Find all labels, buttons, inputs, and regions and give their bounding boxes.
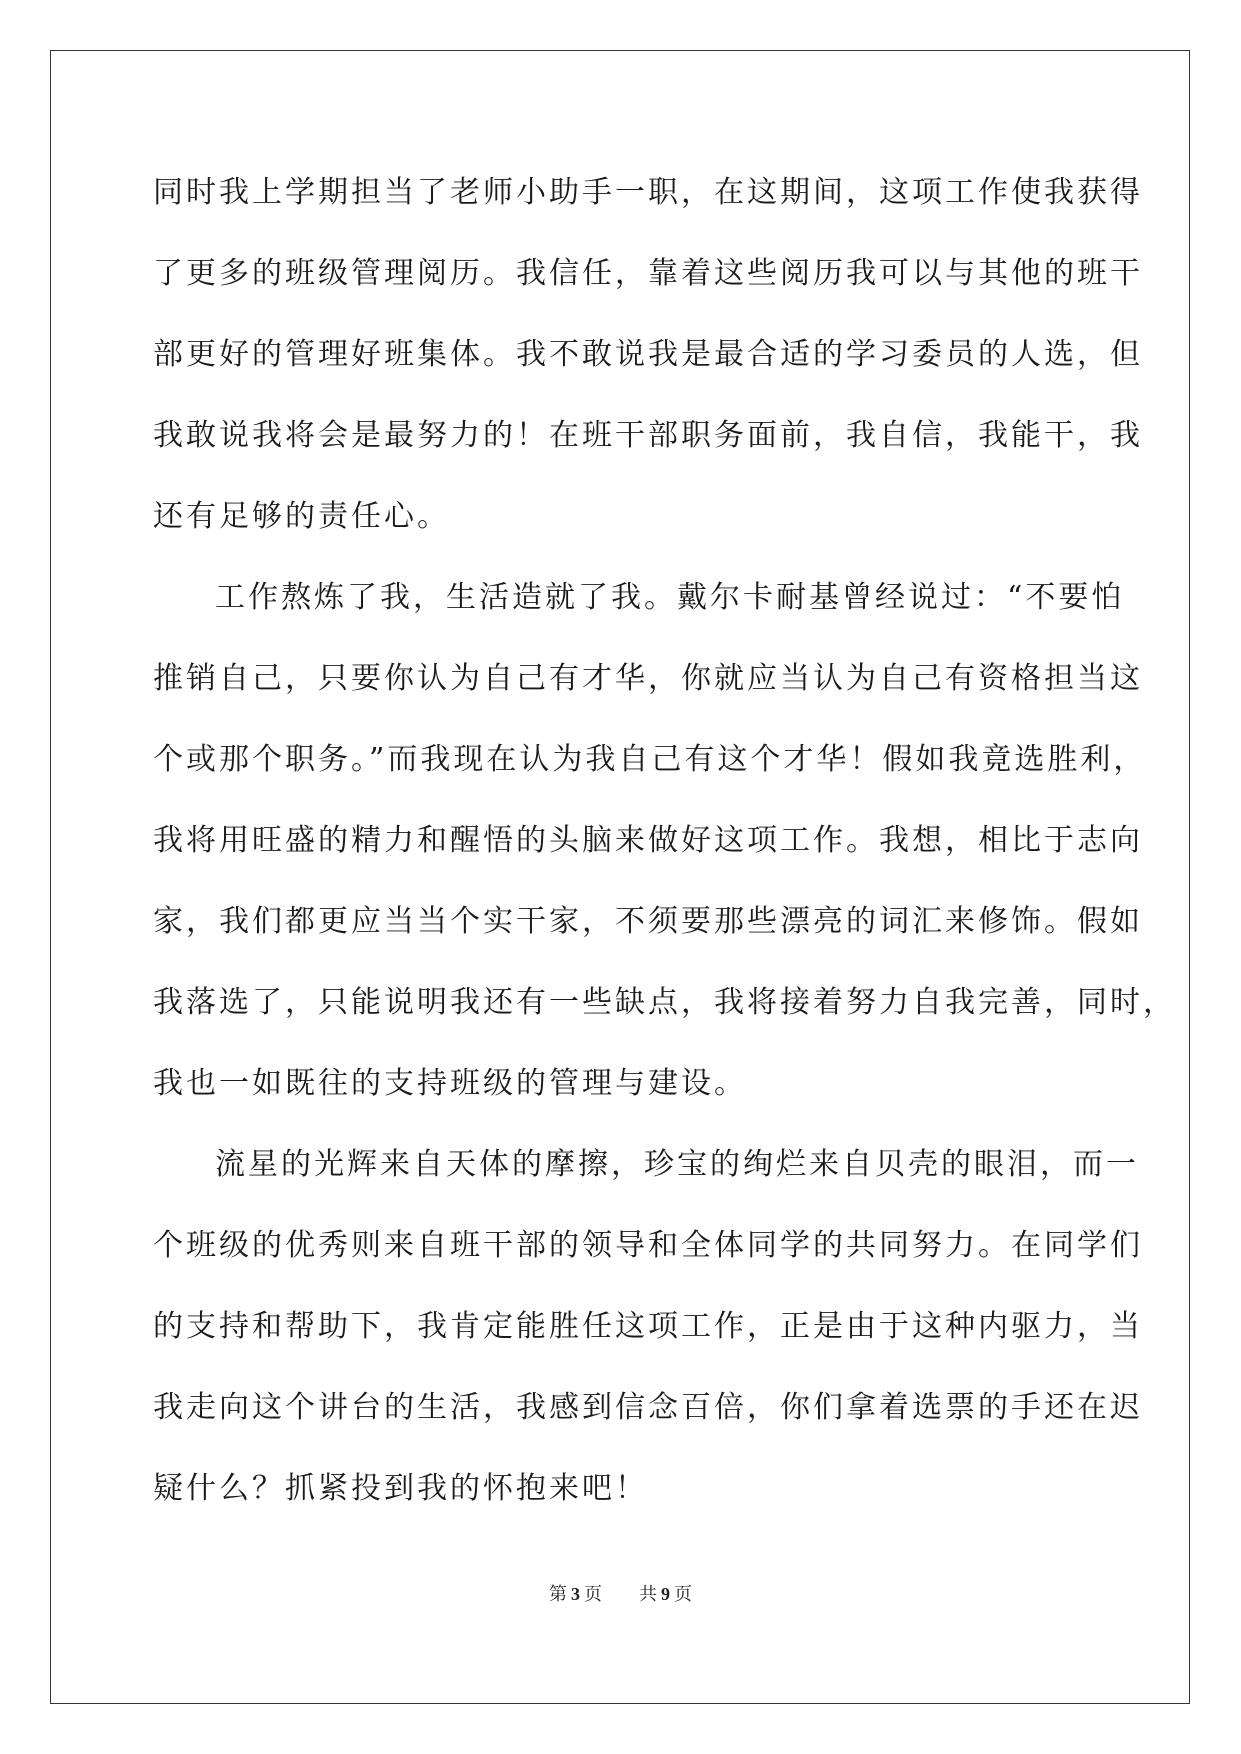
- text-line: 我走向这个讲台的生活，我感到信念百倍，你们拿着选票的手还在迟: [153, 1390, 1143, 1425]
- text-line: 还有足够的责任心。: [153, 499, 450, 534]
- footer-total-suffix: 页: [674, 1584, 692, 1604]
- text-line: 我敢说我将会是最努力的！在班干部职务面前，我自信，我能干，我: [153, 418, 1143, 453]
- text-line: 了更多的班级管理阅历。我信任，靠着这些阅历我可以与其他的班干: [153, 256, 1143, 291]
- text-line: 部更好的管理好班集体。我不敢说我是最合适的学习委员的人选，但: [153, 337, 1143, 372]
- text-line: 的支持和帮助下，我肯定能胜任这项工作，正是由于这种内驱力，当: [153, 1309, 1143, 1344]
- footer-prefix: 第: [549, 1584, 567, 1604]
- text-line: 我将用旺盛的精力和醒悟的头脑来做好这项工作。我想，相比于志向: [153, 823, 1143, 858]
- text-line: 疑什么？抓紧投到我的怀抱来吧！: [153, 1471, 648, 1506]
- text-line: 推销自己，只要你认为自己有才华，你就应当认为自己有资格担当这: [153, 661, 1143, 696]
- total-page-number: 9: [661, 1584, 670, 1604]
- text-line: 流星的光辉来自天体的摩擦，珍宝的绚烂来自贝壳的眼泪，而一: [215, 1147, 1139, 1182]
- text-line: 个或那个职务。”而我现在认为我自己有这个才华！假如我竟选胜利，: [153, 742, 1147, 777]
- current-page-number: 3: [571, 1584, 580, 1604]
- text-line: 我也一如既往的支持班级的管理与建设。: [153, 1066, 747, 1101]
- text-line: 家，我们都更应当当个实干家，不须要那些漂亮的词汇来修饰。假如: [153, 904, 1143, 939]
- document-body: [153, 152, 1176, 1529]
- footer-total-prefix: 共: [639, 1584, 657, 1604]
- text-line: 工作熬炼了我，生活造就了我。戴尔卡耐基曾经说过：“不要怕: [215, 580, 1125, 615]
- text-line: 我落选了，只能说明我还有一些缺点，我将接着努力自我完善，同时，: [153, 985, 1176, 1020]
- page-footer: [0, 1580, 1241, 1606]
- footer-page-suffix: 页: [584, 1584, 602, 1604]
- text-line: 同时我上学期担当了老师小助手一职，在这期间，这项工作使我获得: [153, 175, 1143, 210]
- text-line: 个班级的优秀则来自班干部的领导和全体同学的共同努力。在同学们: [153, 1228, 1143, 1263]
